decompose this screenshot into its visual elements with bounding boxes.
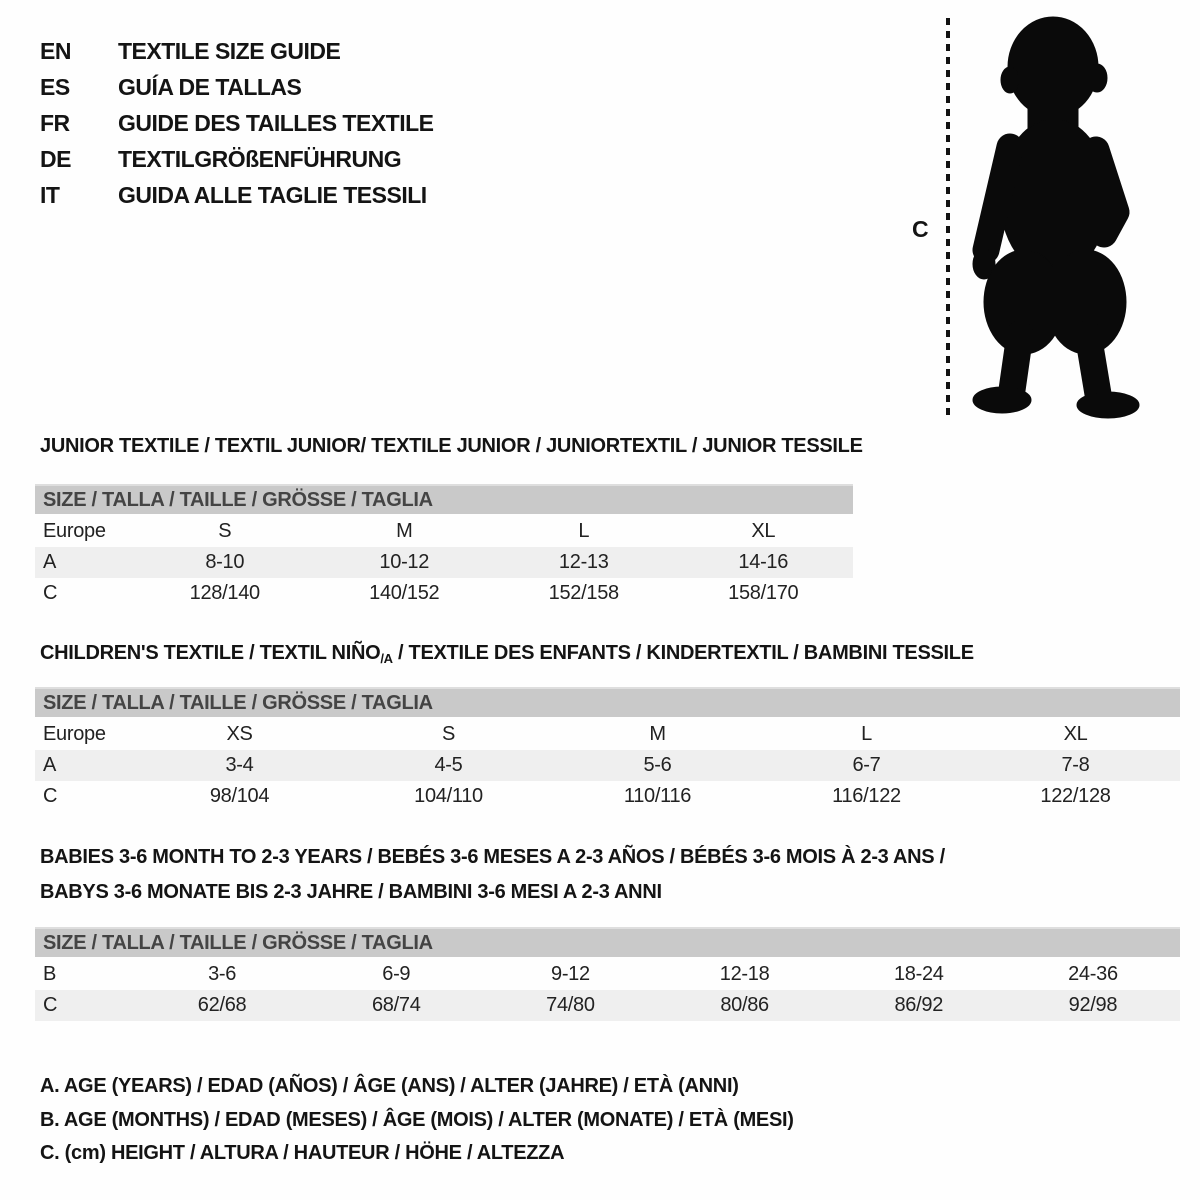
table-row (35, 547, 853, 578)
size-header-bar: SIZE / TALLA / TAILLE / GRÖSSE / TAGLIA (35, 927, 1180, 957)
row-label: A (43, 754, 57, 776)
guide-title-fr: GUIDE DES TAILLES TEXTILE (118, 109, 434, 136)
row-label: A (43, 551, 57, 573)
size-value: 122/128 (1040, 785, 1111, 807)
size-value: 18-24 (893, 963, 944, 985)
size-value: 6-9 (382, 963, 411, 985)
children-title-post: / TEXTILE DES ENFANTS / KINDERTEXTIL / BAMBINI TESSILE (392, 642, 974, 664)
row-label: C (43, 994, 58, 1016)
lang-row-en (40, 33, 434, 69)
table-row (35, 990, 1180, 1021)
table-row (35, 781, 1180, 812)
size-value: 116/122 (832, 785, 901, 807)
babies-section-title-line1: BABIES 3-6 MONTH TO 2-3 YEARS / BEBÉS 3-6 MESES A 2-3 AÑOS / BÉBÉS 3-6 MOIS À 2-3 ANS / (40, 846, 945, 868)
size-header-bar: SIZE / TALLA / TAILLE / GRÖSSE / TAGLIA (35, 484, 853, 514)
junior-section-title: JUNIOR TEXTILE / TEXTIL JUNIOR/ TEXTILE JUNIOR / JUNIORTEXTIL / JUNIOR TESSILE (40, 435, 863, 457)
size-value: 12-13 (558, 551, 609, 573)
size-value: 8-10 (205, 551, 245, 573)
lang-code: EN (40, 37, 71, 64)
size-value: 158/170 (728, 582, 799, 604)
guide-title-es: GUÍA DE TALLAS (118, 73, 302, 100)
lang-row-es (40, 69, 434, 105)
size-value: 3-6 (208, 963, 237, 985)
height-measure-label: C (912, 216, 929, 242)
size-value: M (396, 520, 413, 542)
junior-size-table (35, 484, 853, 609)
table-row (35, 578, 853, 609)
size-value: 6-7 (852, 754, 881, 776)
row-label: Europe (43, 723, 106, 745)
size-value: L (861, 723, 872, 745)
size-value: 24-36 (1068, 963, 1118, 985)
size-value: 140/152 (369, 582, 440, 604)
table-row (35, 959, 1180, 990)
toddler-silhouette-icon (958, 12, 1148, 420)
guide-title-it: GUIDA ALLE TAGLIE TESSILI (118, 181, 427, 208)
size-value: 4-5 (434, 754, 463, 776)
children-size-table (35, 687, 1180, 812)
children-title-subscript: /A (380, 651, 393, 666)
height-dotted-line-icon (946, 18, 950, 418)
size-value: 104/110 (414, 785, 483, 807)
size-value: 86/92 (894, 994, 944, 1016)
size-value: 12-18 (719, 963, 770, 985)
row-label: C (43, 785, 58, 807)
lang-row-it (40, 177, 434, 213)
size-value: 68/74 (371, 994, 421, 1016)
size-value: S (218, 520, 232, 542)
size-value: 110/116 (623, 785, 692, 807)
language-title-list (40, 33, 434, 213)
size-value: 98/104 (209, 785, 270, 807)
size-value: M (649, 723, 666, 745)
size-value: 9-12 (551, 963, 590, 985)
row-label: B (43, 963, 57, 985)
children-section-title (40, 642, 974, 666)
lang-code: DE (40, 145, 71, 172)
size-value: S (441, 723, 456, 745)
size-value: XL (751, 520, 776, 542)
lang-code: ES (40, 73, 70, 100)
size-value: 80/86 (720, 994, 769, 1016)
size-value: L (578, 520, 590, 542)
size-value: XL (1063, 723, 1088, 745)
table-row (35, 516, 853, 547)
guide-title-de: TEXTILGRÖßENFÜHRUNG (118, 145, 402, 172)
size-value: XS (226, 723, 253, 745)
size-value: 3-4 (225, 754, 254, 776)
legend-age-months: B. AGE (MONTHS) / EDAD (MESES) / ÂGE (MOIS) / ALTER (MONATE) / ETÀ (MESI) (40, 1109, 794, 1131)
lang-row-de (40, 141, 434, 177)
babies-size-table (35, 927, 1180, 1021)
size-header-bar: SIZE / TALLA / TAILLE / GRÖSSE / TAGLIA (35, 687, 1180, 717)
size-value: 152/158 (548, 582, 619, 604)
legend-age-years: A. AGE (YEARS) / EDAD (AÑOS) / ÂGE (ANS) / ALTER (JAHRE) / ETÀ (ANNI) (40, 1075, 739, 1097)
legend-height-cm: C. (cm) HEIGHT / ALTURA / HAUTEUR / HÖHE / ALTEZZA (40, 1142, 565, 1164)
table-row (35, 719, 1180, 750)
table-row (35, 750, 1180, 781)
row-label: C (43, 582, 58, 604)
size-value: 62/68 (197, 994, 247, 1016)
size-value: 5-6 (643, 754, 672, 776)
size-value: 10-12 (379, 551, 430, 573)
guide-title-en: TEXTILE SIZE GUIDE (118, 37, 341, 64)
size-value: 92/98 (1068, 994, 1118, 1016)
size-value: 14-16 (738, 551, 789, 573)
size-value: 128/140 (189, 582, 260, 604)
size-value: 7-8 (1061, 754, 1090, 776)
size-value: 74/80 (546, 994, 595, 1016)
lang-code: FR (40, 109, 70, 136)
row-label: Europe (43, 520, 106, 542)
babies-section-title-line2: BABYS 3-6 MONATE BIS 2-3 JAHRE / BAMBINI 3-6 MESI A 2-3 ANNI (40, 881, 662, 903)
lang-row-fr (40, 105, 434, 141)
lang-code: IT (40, 181, 60, 208)
children-title-pre: CHILDREN'S TEXTILE / TEXTIL NIÑO (40, 642, 381, 664)
